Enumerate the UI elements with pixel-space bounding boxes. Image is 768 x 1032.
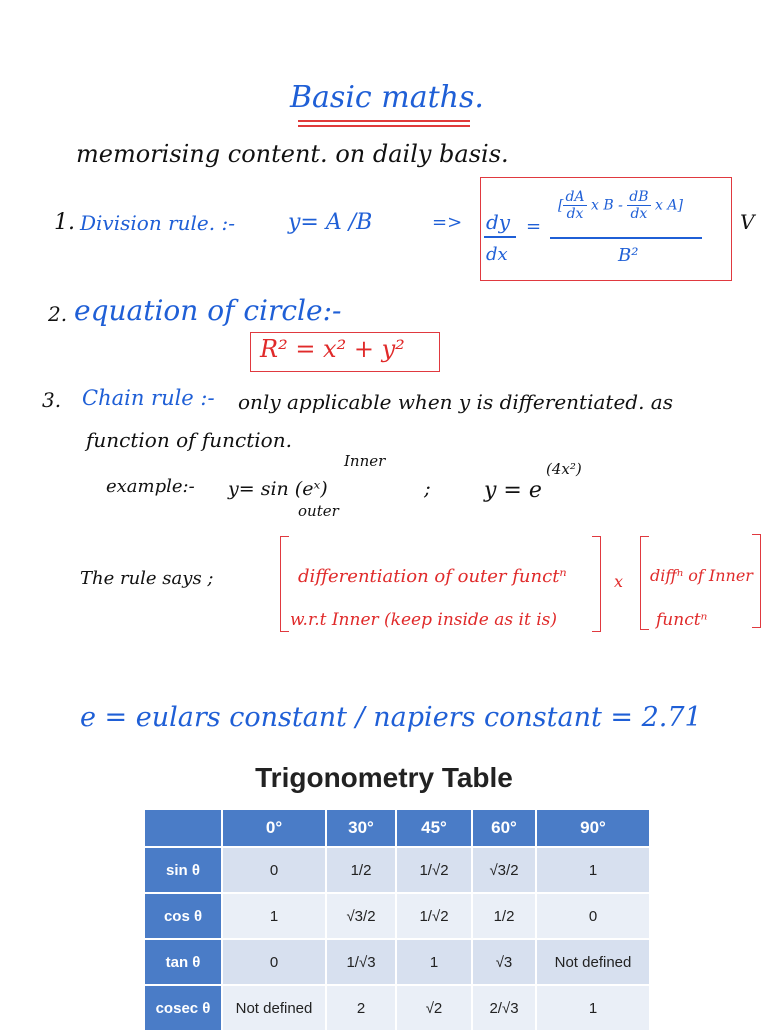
- table-cell: Not defined: [536, 939, 650, 985]
- denominator: B²: [618, 245, 639, 266]
- table-row: [144, 939, 650, 985]
- euler-constant: e = eulars constant / napiers constant = 2.71: [80, 702, 702, 733]
- example-2: y = e: [484, 478, 542, 503]
- table-cell: 1: [396, 939, 472, 985]
- item2-number: 2.: [48, 302, 68, 326]
- header-cell: 90°: [536, 809, 650, 847]
- times-sign: x: [614, 572, 624, 591]
- example-label: example:-: [106, 476, 195, 497]
- table-cell: 1/√2: [396, 893, 472, 939]
- item2-label: equation of circle:-: [74, 294, 342, 327]
- circle-formula: R² = x² + y²: [260, 335, 405, 363]
- item3-number: 3.: [42, 388, 62, 412]
- table-row: [144, 893, 650, 939]
- title-underline-1: [298, 120, 470, 122]
- table-header-row: [144, 809, 650, 847]
- dx-label: dx: [486, 244, 508, 265]
- intro-text: memorising content. on daily basis.: [76, 140, 509, 168]
- item1-formula: y= A /B: [288, 210, 373, 235]
- example-1: y= sin (eˣ): [228, 478, 328, 500]
- table-cell: √2: [396, 985, 472, 1031]
- table-cell: 2/√3: [472, 985, 536, 1031]
- table-cell: Not defined: [222, 985, 326, 1031]
- table-cell: 0: [222, 939, 326, 985]
- table-cell: 1: [536, 985, 650, 1031]
- outer-annotation: outer: [298, 502, 339, 520]
- row-header: cos θ: [144, 893, 222, 939]
- rule-right-bracket: [592, 536, 601, 632]
- item3-description: only applicable when y is differentiated. as: [238, 390, 673, 414]
- rule-line-2: w.r.t Inner (keep inside as it is): [290, 610, 558, 630]
- header-cell: [144, 809, 222, 847]
- header-cell: 0°: [222, 809, 326, 847]
- rule-line-1: differentiation of outer functⁿ: [298, 566, 567, 587]
- table-cell: 1: [536, 847, 650, 893]
- row-header: tan θ: [144, 939, 222, 985]
- table-cell: 1/2: [326, 847, 396, 893]
- example-separator: ;: [424, 476, 431, 500]
- table-cell: √3/2: [472, 847, 536, 893]
- rule-left-bracket: [280, 536, 289, 632]
- table-title: Trigonometry Table: [255, 762, 513, 793]
- table-cell: 0: [222, 847, 326, 893]
- inner-annotation: Inner: [344, 452, 386, 470]
- main-fraction-line: [550, 237, 702, 239]
- numerator-expression: [ $\frac{dA}{dx}$ x B - $\frac{dB}{dx}$ x A]: [558, 189, 683, 222]
- page-title: Basic maths.: [290, 80, 484, 115]
- rule2-line-1: diffⁿ of Inner: [650, 566, 753, 585]
- xB: x B: [591, 197, 614, 214]
- dB: dB: [629, 189, 649, 205]
- rule2-left-bracket: [640, 536, 649, 630]
- row-header: sin θ: [144, 847, 222, 893]
- rule2-right-bracket: [752, 534, 761, 628]
- header-cell: 45°: [396, 809, 472, 847]
- equals-sign: =: [526, 216, 542, 237]
- xA: x A: [654, 197, 678, 214]
- row-header: cosec θ: [144, 985, 222, 1031]
- table-cell: 2: [326, 985, 396, 1031]
- item1-number: 1.: [54, 210, 75, 235]
- check-mark: V: [740, 210, 755, 234]
- item1-arrow: =>: [432, 212, 463, 233]
- title-underline-2: [298, 125, 470, 127]
- table-cell: 0: [536, 893, 650, 939]
- header-cell: 60°: [472, 809, 536, 847]
- example-2-exponent: (4x²): [546, 460, 582, 478]
- item3-description-2: function of function.: [86, 428, 292, 452]
- den-dx: dx: [630, 206, 648, 222]
- table-cell: 1/√3: [326, 939, 396, 985]
- table-cell: √3: [472, 939, 536, 985]
- table-row: [144, 847, 650, 893]
- table-cell: 1/2: [472, 893, 536, 939]
- item1-label: Division rule. :-: [80, 211, 235, 235]
- trigonometry-table: [143, 808, 651, 1032]
- dA: dA: [565, 189, 585, 205]
- table-cell: √3/2: [326, 893, 396, 939]
- table-cell: 1/√2: [396, 847, 472, 893]
- dy-dx-line: [484, 236, 516, 238]
- rule-label: The rule says ;: [80, 568, 214, 589]
- table-row: [144, 985, 650, 1031]
- rule2-line-2: functⁿ: [656, 610, 708, 630]
- table-cell: 1: [222, 893, 326, 939]
- header-cell: 30°: [326, 809, 396, 847]
- item3-label: Chain rule :-: [82, 386, 215, 410]
- dy-label: dy: [486, 210, 511, 234]
